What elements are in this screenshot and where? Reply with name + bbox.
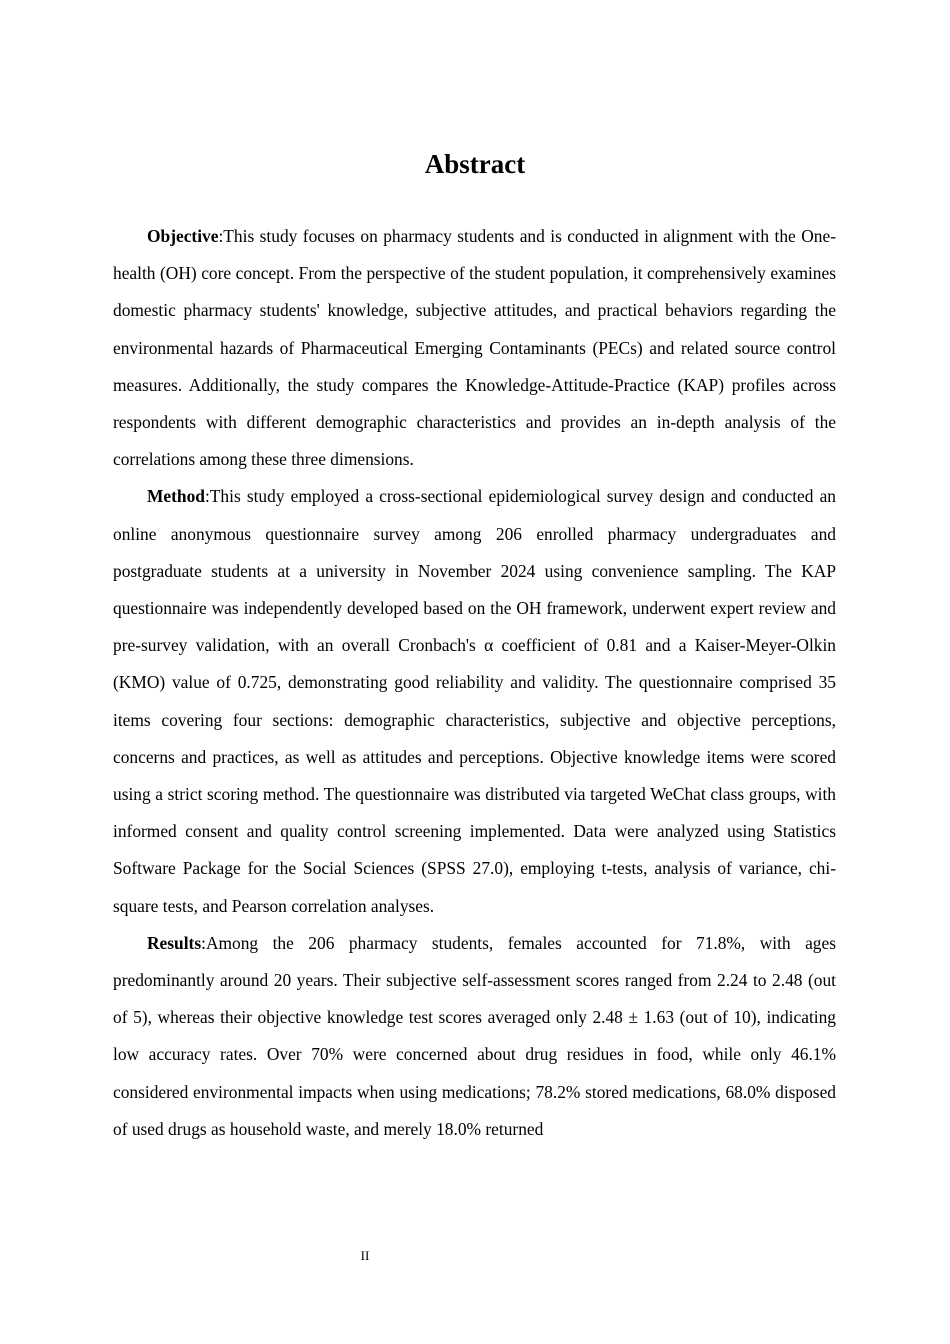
abstract-body — [113, 218, 836, 1148]
method-paragraph — [113, 478, 836, 924]
objective-paragraph — [113, 218, 836, 478]
abstract-heading: Abstract — [424, 149, 526, 179]
page-number: II — [360, 1248, 370, 1263]
method-text: :This study employed a cross-sectional epidemiological survey design and conducted an online anonymous questionnaire survey among 206 enrolled pharmacy undergraduates and postgraduate students at a university in November 2024 using convenience sampling. The KAP questionnaire was independently developed based on the OH framework, underwent expert review and pre-survey validation, with an overall Cronbach's α coefficient of 0.81 and a Kaiser-Meyer-Olkin (KMO) value of 0.725, demonstrating good reliability and validity. The questionnaire comprised 35 items covering four sections: demographic characteristics, subjective and objective perceptions, concerns and practices, as well as attitudes and perceptions. Objective knowledge items were scored using a strict scoring method. The questionnaire was distributed via targeted WeChat class groups, with informed consent and quality control screening implemented. Data were analyzed using Statistics Software Package for the Social Sciences (SPSS 27.0), employing t-tests, analysis of variance, chi-square tests, and Pearson correlation analyses. — [113, 486, 836, 916]
results-label: Results — [147, 932, 202, 953]
results-paragraph — [113, 925, 836, 1148]
objective-text: :This study focuses on pharmacy students and is conducted in alignment with the One-health (OH) core concept. From the perspective of the student population, it comprehensively examines domestic pharmacy students' knowledge, subjective attitudes, and practical behaviors regarding the environmental hazards of Pharmaceutical Emerging Contaminants (PECs) and related source control measures. Additionally, the study compares the Knowledge-Attitude-Practice (KAP) profiles across respondents with different demographic characteristics and provides an in-depth analysis of the correlations among these three dimensions. — [113, 226, 836, 470]
method-label: Method — [147, 486, 205, 507]
objective-label: Objective — [147, 226, 219, 246]
results-text: :Among the 206 pharmacy students, females accounted for 71.8%, with ages predominantly around 20 years. Their subjective self-assessment scores ranged from 2.24 to 2.48 (out of 5), whereas their objective knowledge test scores averaged only 2.48 ± 1.63 (out of 10), indicating low accuracy rates. Over 70% were concerned about drug residues in food, while only 46.1% considered environmental impacts when using medications; 78.2% stored medications, 68.0% disposed of used drugs as household waste, and merely 18.0% returned — [113, 932, 836, 1139]
